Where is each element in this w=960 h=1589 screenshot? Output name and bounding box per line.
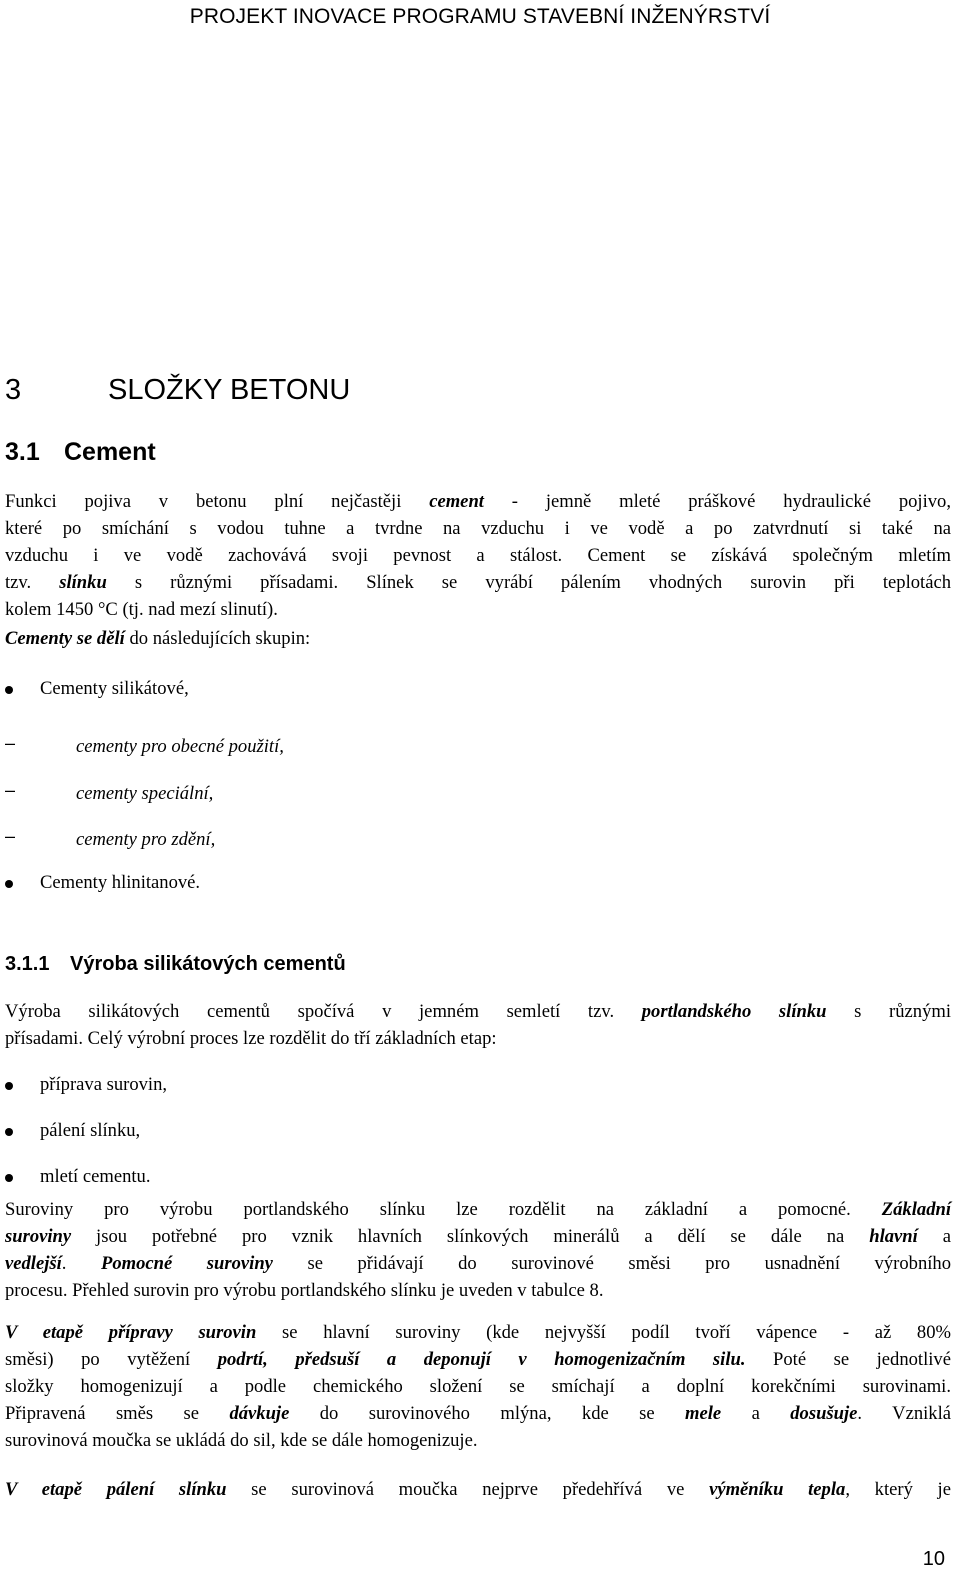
list-subitem: cementy speciální,	[76, 783, 214, 804]
list-item: příprava surovin,	[40, 1074, 168, 1095]
bullet-icon	[5, 1082, 13, 1090]
intro-paragraph: Funkci pojiva v betonu plní nejčastěji cement - jemně mleté práškové hydraulické pojivo, které po smíchání s vodou tuhne a tvrdne na vzduchu i ve vodě a po zatvrdnutí si také na vzduchu i ve vodě zachovává svoji pevnost a stálost. Cement se získává společným mletím tzv. slínku s různými přísadami. Slínek se vyrábí pálením vhodných surovin při teplotách kolem 1450 °C (tj. nad mezí slinutí).	[5, 491, 951, 620]
subsection-number: 3.1.1	[5, 953, 50, 975]
list-subitem: cementy pro obecné použití,	[76, 736, 284, 757]
list-item: Cementy hlinitanové.	[40, 872, 201, 893]
section-title: Cement	[64, 438, 156, 466]
raw-materials-paragraph: Suroviny pro výrobu portlandského slínku lze rozdělit na základní a pomocné. Základní suroviny jsou potřebné pro vznik hlavních slínkových minerálů a dělí se dále na hlavní a vedlejší. Pomocné suroviny se přidávají do surovinové směsi pro usnadnění výrobního procesu. Přehled surovin pro výrobu portlandského slínku je uveden v tabulce 8.	[5, 1199, 951, 1301]
bullet-icon	[5, 686, 13, 694]
chapter-title: SLOŽKY BETONU	[108, 374, 351, 406]
bullet-icon	[5, 880, 13, 888]
list-subitem: cementy pro zdění,	[76, 829, 216, 850]
term-portland-clinker: portlandského slínku	[641, 1001, 827, 1022]
dash-icon: –	[5, 733, 16, 753]
list-item: pálení slínku,	[40, 1120, 141, 1141]
bullet-icon	[5, 1174, 13, 1182]
groups-lead: Cementy se dělí do následujících skupin:	[5, 628, 311, 649]
subsection-heading	[5, 953, 346, 976]
subsection-title: Výroba silikátových cementů	[70, 953, 346, 975]
page-header: PROJEKT INOVACE PROGRAMU STAVEBNÍ INŽENÝRSTVÍ	[189, 5, 771, 28]
dash-icon: –	[5, 826, 16, 846]
production-paragraph: Výroba silikátových cementů spočívá v jemném semletí tzv. portlandského slínku s různými přísadami. Celý výrobní proces lze rozdělit do tří základních etap:	[5, 1001, 952, 1049]
term-cement: cement	[429, 491, 484, 512]
page-number: 10	[922, 1548, 945, 1570]
term-slinek: slínku	[59, 572, 107, 593]
dash-icon: –	[5, 780, 16, 800]
chapter-number: 3	[5, 374, 22, 406]
bullet-icon	[5, 1128, 13, 1136]
section-heading	[5, 438, 156, 467]
section-number: 3.1	[5, 438, 40, 466]
chapter-heading	[5, 374, 350, 407]
list-item: mletí cementu.	[40, 1166, 151, 1187]
preparation-paragraph: V etapě přípravy surovin se hlavní suroviny (kde nejvyšší podíl tvoří vápence - až 80% směsi) po vytěžení podrtí, předsuší a deponují v homogenizačním silu. Poté se jednotlivé složky homogenizují a podle chemického složení se smíchají a doplní korekčními surovinami. Připravená směs se dávkuje do surovinového mlýna, kde se mele a dosušuje. Vzniklá surovinová moučka se ukládá do sil, kde se dále homogenizuje.	[5, 1322, 952, 1451]
list-item: Cementy silikátové,	[40, 678, 189, 699]
burning-paragraph: V etapě pálení slínku se surovinová moučka nejprve předehřívá ve výměníku tepla, který je	[5, 1479, 951, 1500]
